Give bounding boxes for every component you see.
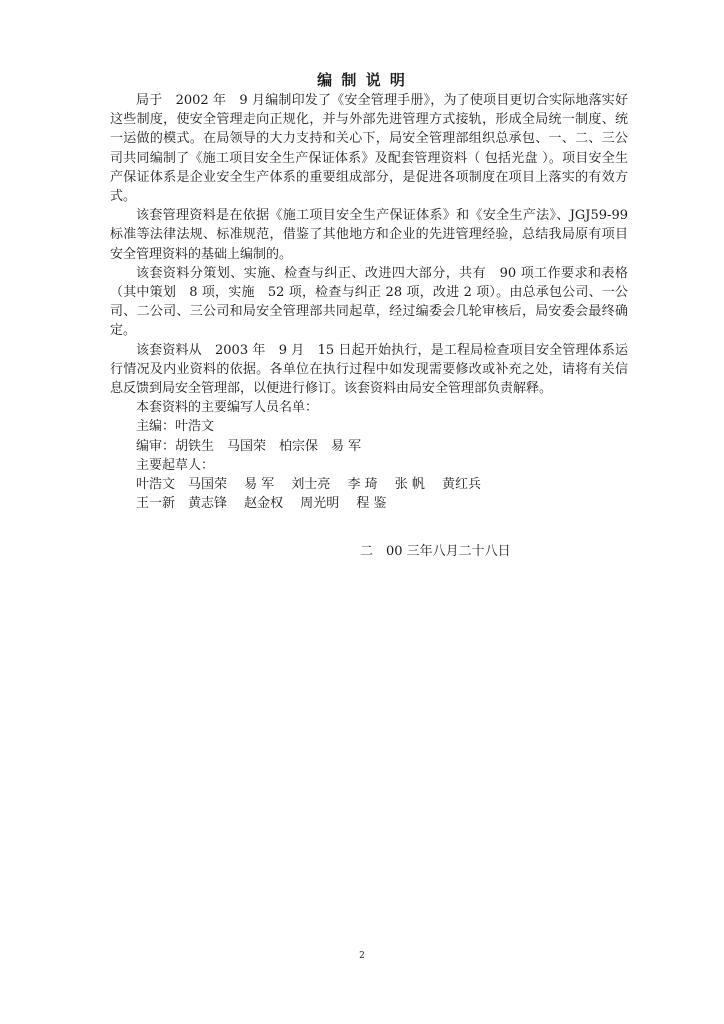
paragraph-3: 该套资料分策划、实施、检查与纠正、改进四大部分，共有 90 项工作要求和表格（其中策划 8 项，实施 52 项，检查与纠正 28 项，改进 2 项）。由总承包公司、一公司、二公司、三公司和局安全管理部共同起草，经过编委会几轮审核后，局安委会最终确定。 — [110, 265, 628, 339]
document-title: 编 制 说 明 — [317, 71, 407, 89]
paragraph-1: 局于 2002 年 9 月编制印发了《安全管理手册》，为了使项目更切合实际地落实好这些制度，使安全管理走向正规化，并与外部先进管理方式接轨，形成全局统一制度、统一运做的模式。在局领导的大力支持和关心下，局安全管理部组织总承包、一、二、三公司共同编制了《施工项目安全生产保证体系》及配套管理资料（ 包括光盘 ）。项目安全生产保证体系是企业安全生产体系的重要组成部分，是促进各项制度在项目上落实的有效方式。 — [110, 93, 628, 205]
page-number: 2 — [359, 951, 365, 961]
drafters-heading: 主要起草人： — [136, 457, 215, 473]
drafters-line: 叶浩文 马国荣 易 军 刘士亮 李 琦 张 帆 黄红兵 — [136, 477, 482, 493]
paragraph-4: 该套资料从 2003 年 9 月 15 日起开始执行，是工程局检查项目安全管理体系运行情况及内业资料的依据。各单位在执行过程中如发现需要修改或补充之处，请将有关信息反馈到局安全管理部，以便进行修订。该套资料由局安全管理部负责解释。 — [110, 342, 628, 397]
document-body — [110, 91, 628, 513]
drafters-line: 王一新 黄志锋 赵金权 周光明 程 鉴 — [136, 496, 387, 512]
staff-intro: 本套资料的主要编写人员名单： — [136, 400, 319, 416]
paragraph-2: 该套管理资料是在依据《施工项目安全生产保证体系》和《安全生产法》、JGJ59-99 标准等法律法规、标准规范，借鉴了其他地方和企业的先进管理经验，总结我局原有项目安全管理资料的基础上编制的。 — [110, 208, 628, 262]
chief-editor: 主编：叶浩文 — [136, 419, 215, 435]
reviewers: 编审：胡铁生 马国荣 柏宗保 易 军 — [136, 438, 362, 454]
document-date: 二 00 三年八月二十八日 — [360, 544, 511, 559]
